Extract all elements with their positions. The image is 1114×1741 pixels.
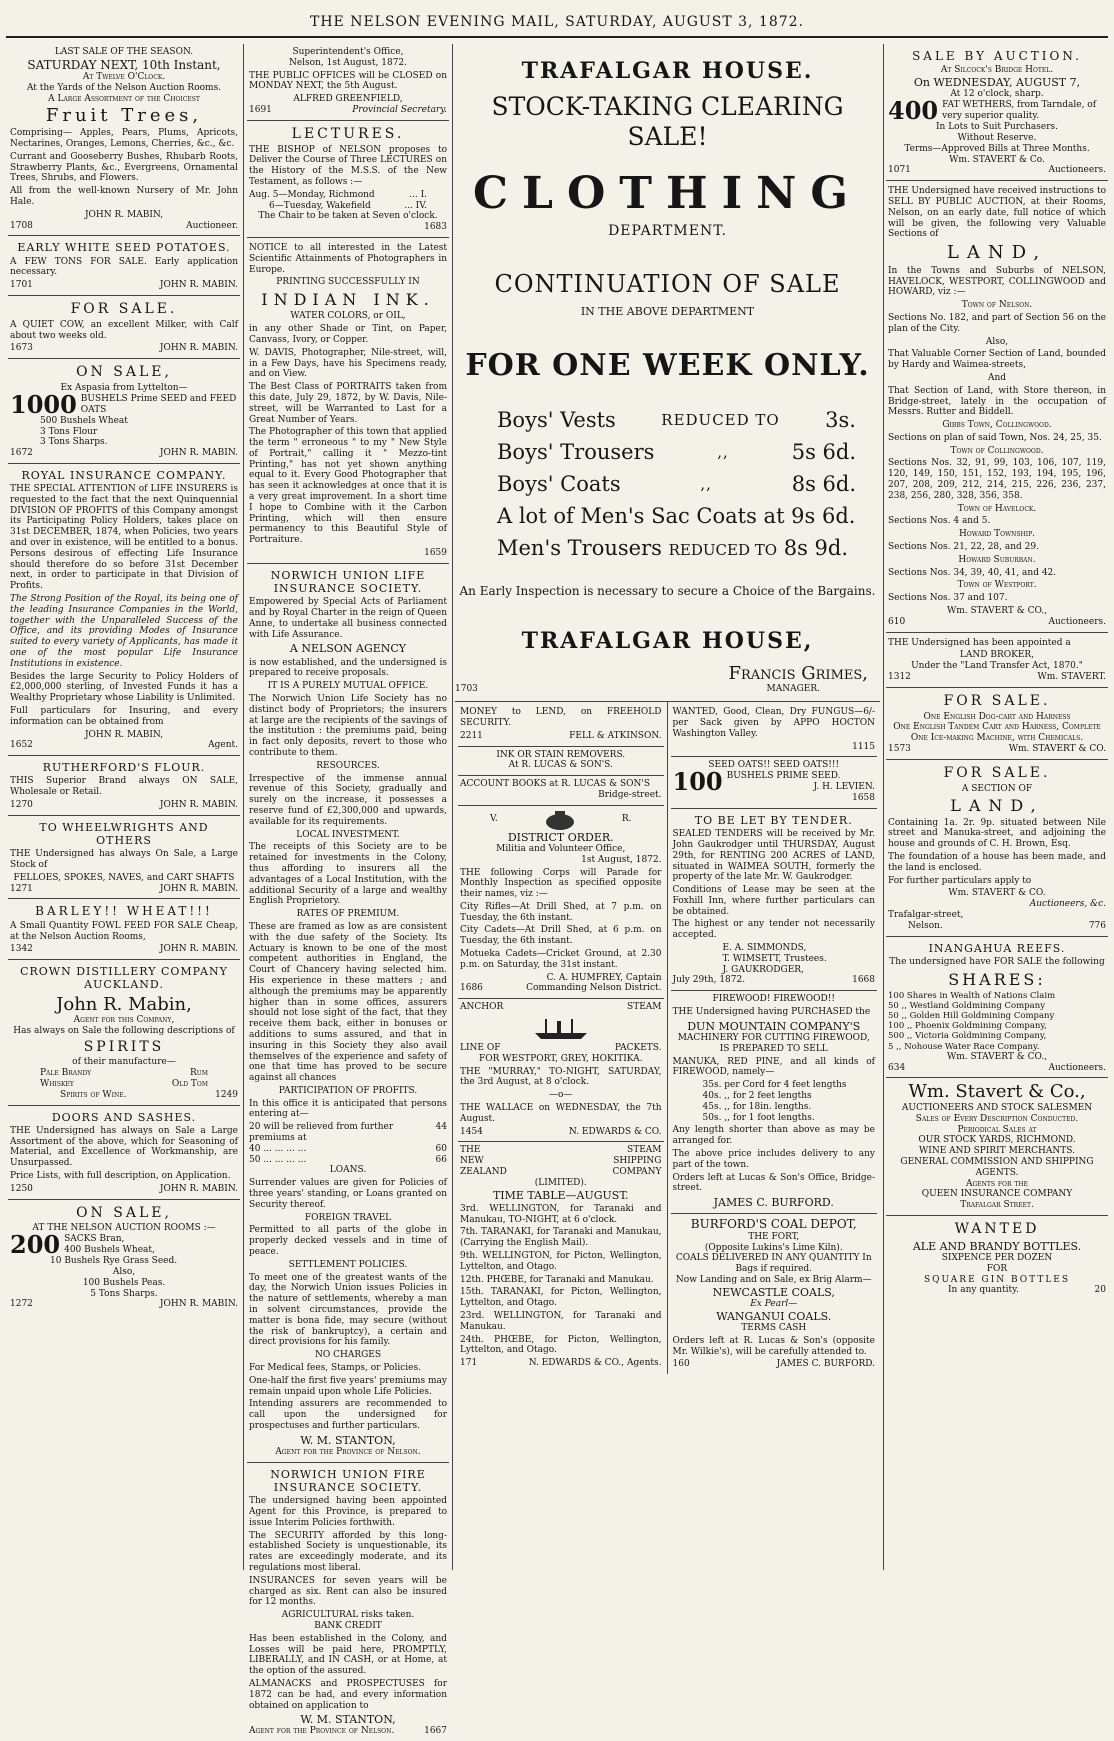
ad-public-offices: Superintendent's Office, Nelson, 1st August, 1872. THE PUBLIC OFFICES will be CLOSED on MONDAY NEXT, the 5th August. ALFRED GREENFIELD, 1691 Provincial Secretary. xyxy=(247,44,449,121)
ad-lectures: LECTURES. THE BISHOP of NELSON proposes to Deliver the Course of Three LECTURES on the History of the M.S.S. of the New Testament, as follows :— Aug. 5—Monday, Richmond ... I. 6—Tuesday, Wakefield ... IV. The Chair to be taken at Seven o'clock. 1683 xyxy=(247,121,449,238)
price-price: 8s 6d. xyxy=(791,471,856,496)
ad-fungus: WANTED, Good, Clean, Dry FUNGUS—6/- per Sack given by APPO HOCTON Washington Valley. 1115 xyxy=(671,702,878,757)
ad-for-sale-land: FOR SALE. A SECTION OF LAND, Containing 1a. 2r. 9p. situated between Nile street and Manuka-street, and adjoining the house and grounds of C. H. Brown, Esq. The foundation of a house has been made, and the land is enclosed. For further particulars apply to Wm. STAVERT & CO. Auctioneers, &c. Trafalgar-street, Nelson. 776 xyxy=(886,760,1108,937)
price-item: Boys' Coats xyxy=(497,471,621,496)
price-item: Boys' Vests xyxy=(497,407,616,432)
column-3-lower xyxy=(455,702,880,1374)
ad-norwich-fire: NORWICH UNION FIRE INSURANCE SOCIETY. The undersigned having been appointed Agent for this Province, is prepared to issue Interim Policies forthwith. The SECURITY afforded by this long-established Society is unquestionable, its rates are exceedingly moderate, and its regulations most liberal. INSURANCES for seven years will be charged as six. Rent can also be insured for 12 months. AGRICULTURAL risks taken. BANK CREDIT Has been established in the Colony, and Losses will be paid here, PROMPTLY, LIBERALLY, and IN CASH, or at Home, at the option of the assured. ALMANACKS and PROSPECTUSES for 1872 can be had, and every information obtained on application to W. M. STANTON, Agent for the Province of Nelson. 1667 xyxy=(249,1467,447,1737)
column-3 xyxy=(455,44,880,1570)
ad-potatoes: EARLY WHITE SEED POTATOES. A FEW TONS FOR SALE. Early application necessary. 1701 JOHN R. MABIN. xyxy=(8,236,240,296)
column-4 xyxy=(886,44,1108,1570)
ad-inangahua: INANGAHUA REEFS. The undersigned have FOR SALE the following SHARES: 100 Shares in Wealth of Nations Claim 50 ,, Westland Goldmining Company 50 ,, Golden Hill Goldmining Company 100 ,, Phoenix Goldmining Company, 500 ,, Victoria Goldmining Company, 5 ,, Nohouse Water Race Company. Wm. STAVERT & CO., 634 Auctioneers. xyxy=(886,937,1108,1079)
masthead-rule xyxy=(6,36,1108,38)
price-item: Boys' Trousers xyxy=(497,439,655,464)
ad-books: ACCOUNT BOOKS at R. LUCAS & SON'S Bridge-street. xyxy=(458,776,664,806)
price-list xyxy=(455,404,880,500)
ad-wanted-bottles: WANTED ALE AND BRANDY BOTTLES. SIXPENCE PER DOZEN FOR SQUARE GIN BOTTLES In any quantity. 20 xyxy=(912,1221,1106,1296)
price-mid: ,, xyxy=(700,474,712,493)
price-row xyxy=(497,404,856,436)
ad-seed-oats: SEED OATS!! SEED OATS!!! 100 BUSHELS PRIME SEED. J. H. LEVIEN. 1658 xyxy=(671,757,878,809)
ad-auction-rooms: ON SALE, AT THE NELSON AUCTION ROOMS :— 200 SACKS Bran, 400 Bushels Wheat, 10 Bushels Rye Grass Seed. Also, 100 Bushels Peas. 5 Tons Sharps. 1272 JOHN R. MABIN. xyxy=(10,1204,238,1310)
ad-land-broker: THE Undersigned has been appointed a LAND BROKER, Under the "Land Transfer Act, 1870." 1312 Wm. STAVERT. xyxy=(886,633,1108,688)
ad-nz-shipping: THE STEAM NEW SHIPPING ZEALAND COMPANY (LIMITED). TIME TABLE—AUGUST. 3rd. WELLINGTON, for Taranaki and Manukau, TO-NIGHT, at 6 o'clock. 7th. TARANAKI, for Taranaki and Manukau, (Carrying the English Mail). 9th. WELLINGTON, for Picton, Wellington, Lyttelton, and Otago. 12th. PHŒBE, for Taranaki and Manukau. 15th. TARANAKI, for Picton, Wellington, Lyttelton, and Otago. 23rd. WELLINGTON, for Taranaki and Manukau. 24th. PHŒBE, for Picton, Wellington, Lyttelton, and Otago. 171 N. EDWARDS & CO., Agents. xyxy=(460,1145,662,1369)
masthead: THE NELSON EVENING MAIL, SATURDAY, AUGUST 3, 1872. xyxy=(309,14,804,30)
royal-crest-icon xyxy=(542,809,578,831)
ad-district-order: V. R. DISTRICT ORDER. Militia and Volunteer Office, 1st August, 1872. THE following Corps will Parade for Monthly Inspection as specified opposite their names, viz :— City Rifles—At Drill Shed, at 7 p.m. on Tuesday, the 6th instant. City Cadets—At Drill Shed, at 6 p.m. on Tuesday, the 6th instant. Motueka Cadets—Cricket Ground, at 2.30 p.m. on Saturday, the 31st instant. C. A. HUMFREY, Captain 1686 Commanding Nelson District. xyxy=(458,806,664,1000)
ad-land-sections: THE Undersigned have received instructions to SELL BY PUBLIC AUCTION, at their Rooms, Nelson, on an early date, full notice of which will be given, the following very Valuable Sections of LAND, In the Towns and Suburbs of NELSON, HAVELOCK, WESTPORT, COLLINGWOOD and HOWARD, viz :— Town of Nelson. Sections No. 182, and part of Section 56 on the plan of the City. Also, That Valuable Corner Section of Land, bounded by Hardy and Waimea-streets, And That Section of Land, with Store thereon, in Bridge-street, lately in the occupation of Messrs. Rutter and Biddell. Gibbs Town, Collingwood. Sections on plan of said Town, Nos. 24, 25, 35. Town of Collingwood. Sections Nos. 32, 91, 99, 103, 106, 107, 119, 120, 149, 150, 151, 152, 193, 194, 195, 196, 207, 208, 209, 212, 214, 215, 226, 236, 237, 238, 256, 280, 328, 356, 358. Town of Havelock. Sections Nos. 4 and 5. Howard Township. Sections Nos. 21, 22, 28, and 29. Howard Suburban. Sections Nos. 34, 39, 40, 41, and 42. Town of Westport. Sections Nos. 37 and 107. Wm. STAVERT & CO., 610 Auctioneers. xyxy=(886,181,1108,632)
column-3b xyxy=(668,702,881,1374)
price-row xyxy=(497,436,856,468)
ad-money: MONEY to LEND, on FREEHOLD SECURITY. 2211 FELL & ATKINSON. xyxy=(458,702,664,746)
column-divider xyxy=(243,44,244,1570)
ad-stavert: Wm. Stavert & Co., AUCTIONEERS AND STOCK SALESMEN Sales of Every Description Conducted. Periodical Sales at OUR STOCK YARDS, RICHMOND. WINE AND SPIRIT MERCHANTS. GENERAL COMMISSION AND SHIPPING AGENTS. Agents for the QUEEN INSURANCE COMPANY Trafalgar Street. xyxy=(886,1078,1108,1216)
ad-last-sale: LAST SALE OF THE SEASON. SATURDAY NEXT, 10th Instant, At Twelve O'Clock. At the Yards of the Nelson Auction Rooms. A Large Assortment of the Choicest Fruit Trees, Comprising— Apples, Pears, Plums, Apricots, Nectarines, Oranges, Lemons, Cherries, &c., &c. Currant and Gooseberry Bushes, Rhubarb Roots, Strawberry Plants, &c., Evergreens, Ornamental Trees, Shrubs, and Flowers. All from the well-known Nursery of Mr. John Hale. JOHN R. MABIN, 1708 Auctioneer. xyxy=(8,44,240,236)
ad-distillery: CROWN DISTILLERY COMPANY AUCKLAND. John R. Mabin, Agent for this Company, Has always on Sale the following descriptions of SPIRITS of their manufacture— Pale Brandy Rum Whiskey Old Tom Spirits of Wine. 1249 xyxy=(8,960,240,1106)
column-divider xyxy=(452,44,453,1570)
ad-wheelwrights: TO WHEELWRIGHTS AND OTHERS THE Undersigned has always On Sale, a Large Stock of FELLOES, SPOKES, NAVES, and CART SHAFTS 1271 JOHN R. MABIN. xyxy=(8,816,240,900)
ad-trafalgar-house: TRAFALGAR HOUSE. STOCK-TAKING CLEARING SALE! CLOTHING DEPARTMENT. CONTINUATION OF SALE IN THE ABOVE DEPARTMENT FOR ONE WEEK ONLY. Boys' Vests REDUCED TO 3s. Boys' Trousers ,, 5s 6d. Boys' Coats ,, 8s 6d. A lot of Men's Sac Coats at 9s 6d. Men's Trousers REDUCED TO 8s 9d. An Early Inspection is necessary to secure a Choice of the Bargains. TRAFALGAR HOUSE, Francis Grimes, 1703 MANAGER. xyxy=(455,58,880,702)
trafalgar-title: TRAFALGAR HOUSE. xyxy=(521,58,814,84)
ad-doors: DOORS AND SASHES. THE Undersigned has always on Sale a Large Assortment of the above, which for Seasoning of Material, and Excellence of Workmanship, are Unsurpassed. Price Lists, with full description, on Application. 1250 JOHN R. MABIN. xyxy=(8,1106,240,1200)
ad-royal-insurance: ROYAL INSURANCE COMPANY. THE SPECIAL ATTENTION of LIFE INSURERS is requested to the fact that the next Quinquennial DIVISION OF PROFITS of this Company amongst its Participating Policy Holders, takes place on 31st DECEMBER, 1874, when Policies, two years and over in existence, will be entitled to a bonus. Persons desirous of effecting Life Insurance should therefore do so before 31st December next, in order to participate in that Division of Profits. The Strong Position of the Royal, its being one of the leading Insurance Companies in the World, together with the Unparalleled Success of the Office, and its providing Modes of Insurance suited to every variety of Applicants, has made it one of the most popular Life Insurance Institutions in existence. Besides the large Security to Policy Holders of £2,000,000 sterling, of Invested Funds it has a Wealthy Proprietary whose Liability is Unlimited. Full particulars for Insuring, and every information can be obtained from JOHN R. MABIN, 1652 Agent. xyxy=(8,464,240,756)
ad-for-sale-carts: FOR SALE. One English Dog-cart and Harness One English Tandem Cart and Harness, Complete One Ice-making Machine, with Chemicals. 1573 Wm. STAVERT & CO. xyxy=(886,688,1108,760)
column-2 xyxy=(247,44,449,1737)
ad-cow: FOR SALE. A QUIET COW, an excellent Milker, with Calf about two weeks old. 1673 JOHN R. MABIN. xyxy=(8,296,240,359)
ad-norwich-life: NORWICH UNION LIFE INSURANCE SOCIETY. Empowered by Special Acts of Parliament and by Royal Charter in the reign of Queen Anne, to undertake all business connected with Life Assurance. A NELSON AGENCY is now established, and the undersigned is prepared to receive proposals. IT IS A PURELY MUTUAL OFFICE. The Norwich Union Life Society has no distinct body of Proprietors; the insurers at large are the recipients of the savings of the institution : the premiums paid, being in fact only deposits, revert to those who contribute to them. RESOURCES. Irrespective of the immense annual revenue of this Society, gradually and surely on the increase, it possesses a reserve fund of £2,300,000 and upwards, available for its requirements. LOCAL INVESTMENT. The receipts of this Society are to be retained for investments in the Colony, thus affording to insurers all the advantages of a Local Institution, with the additional Security of a large and wealthy English Proprietory. RATES OF PREMIUM. These are framed as low as are consistent with the due safety of the Society. Its Actuary is known to be one of the most competent authorities in England, the Court of Chancery having selected him. His experience in these matters ; and although the premiums may be apparently higher than in some offices, assurers should not lose sight of the fact, that they receive them back, either in bonuses or additions to sums assured, and that in insuring in this Society they also avail themselves of the experience and safety of one that time has proved to be secure against all chances PARTICIPATION OF PROFITS. In this office it is anticipated that persons entering at— 20 will be relieved from further premiums at 44 40 ... ... ... ... 60 50 ... ... ... ... 66 LOANS. Surrender values are given for Policies of three years' standing, or Loans granted on Security thereof. FOREIGN TRAVEL Permitted to all parts of the globe in properly decked vessels and in time of peace. SETTLEMENT POLICIES. To meet one of the greatest wants of the day, the Norwich Union issues Policies in the nature of settlements, whereby a man in solvent circumstances, provide the matter is bona fide, may secure (without the risk of bankruptcy), a certain and direct provisions for his family. NO CHARGES For Medical fees, Stamps, or Policies. One-half the first five years' premiums may remain unpaid upon whole Life Policies. Intending assurers are recommended to call upon the undersigned for prospectuses and further particulars. W. M. STANTON, Agent for the Province of Nelson. xyxy=(247,564,449,1463)
ad-barley: BARLEY!! WHEAT!!! A Small Quantity FOWL FEED FOR SALE Cheap, at the Nelson Auction Rooms, 1342 JOHN R. MABIN. xyxy=(8,899,240,960)
price-price: 5s 6d. xyxy=(791,439,856,464)
price-mid: ,, xyxy=(717,442,729,461)
price-mid: REDUCED TO xyxy=(661,410,780,429)
price-price: 3s. xyxy=(825,407,856,432)
column-1 xyxy=(8,44,240,1570)
column-3a xyxy=(455,702,668,1374)
ad-coal: BURFORD'S COAL DEPOT, THE FORT, (Opposite Lukins's Lime Kiln). COALS DELIVERED IN ANY QUANTITY In Bags if required. Now Landing and on Sale, ex Brig Alarm— NEWCASTLE COALS, Ex Pearl— WANGANUI COALS. TERMS CASH Orders left at R. Lucas & Son's (opposite Mr. Wilkie's), will be carefully attended to. 160 JAMES C. BURFORD. xyxy=(672,1217,875,1370)
ad-sale-by-auction: SALE BY AUCTION. At Silcock's Bridge Hotel. On WEDNESDAY, AUGUST 7, At 12 o'clock, sharp. 400 FAT WETHERS, from Tarndale, of very superior quality. In Lots to Suit Purchasers. Without Reserve. Terms—Approved Bills at Three Months. Wm. STAVERT & Co. 1071 Auctioneers. xyxy=(886,44,1108,181)
column-divider xyxy=(883,44,884,1570)
ad-ink: INK OR STAIN REMOVERS. At R. LUCAS & SON'S. xyxy=(458,747,664,777)
price-row xyxy=(497,468,856,500)
ad-oats: ON SALE, Ex Aspasia from Lyttelton— 1000 BUSHELS Prime SEED and FEED OATS 500 Bushels Wheat 3 Tons Flour 3 Tons Sharps. 1672 JOHN R. MABIN. xyxy=(8,359,240,464)
ad-flour: RUTHERFORD'S FLOUR. THIS Superior Brand always ON SALE, Wholesale or Retail. 1270 JOHN R. MABIN. xyxy=(8,756,240,816)
ad-tender: TO BE LET BY TENDER. SEALED TENDERS will be received by Mr. John Gaukrodger until THURSDAY, August 29th, for RENTING 200 ACRES of LAND, situated in WAIMEA SOUTH, formerly the property of the late Mr. W. Gaukrodger. Conditions of Lease may be seen at the Foxhill Inn, where further particulars can be obtained. The highest or any tender not necessarily accepted. E. A. SIMMONDS, T. WIMSETT, Trustees. J. GAUKRODGER, July 29th, 1872. 1668 xyxy=(671,809,878,991)
steamship-icon xyxy=(531,1015,591,1041)
ad-anchor-line: ANCHOR STEAM LINE OF PACKETS. FOR WESTPORT, GREY, HOKITIKA. THE "MURRAY," TO-NIGHT, SATURDAY, the 3rd August, at 8 o'clock. —o— THE WALLACE on WEDNESDAY, the 7th August. 1454 N. EDWARDS & CO. xyxy=(458,999,664,1142)
ad-firewood: FIREWOOD! FIREWOOD!! THE Undersigned having PURCHASED the DUN MOUNTAIN COMPANY'S MACHINERY FOR CUTTING FIREWOOD, IS PREPARED TO SELL MANUKA, RED PINE, and all kinds of FIREWOOD, namely— 35s. per Cord for 4 feet lengths 40s. ,, for 2 feet lengths 45s. ,, for 18in. lengths. 50s. ,, for 1 foot lengths. Any length shorter than above as may be arranged for. The above price includes delivery to any part of the town. Orders left at Lucas & Son's Office, Bridge-street. JAMES C. BURFORD. xyxy=(671,991,878,1214)
ad-indian-ink: NOTICE to all interested in the Latest Scientific Attainments of Photographers in Europe. PRINTING SUCCESSFULLY IN INDIAN INK. WATER COLORS, or OIL, in any other Shade or Tint, on Paper, Canvass, Ivory, or Copper. W. DAVIS, Photographer, Nile-street, will, in a Few Days, have his Specimens ready, and on View. The Best Class of PORTRAITS taken from this date, July 29, 1872, by W. Davis, Nile-street, will be Warranted to Last for a Great Number of Years. The Photographer of this town that applied the term " erroneous " to my " New Style of Portrait," calling it " Mezzo-tint Printing," has not yet shown anything equal to it. Every Good Photographer that has seen it acknowledges at once that it is a very great improvement. In a short time I hope to Combine with it the Carbon Printing, which will then ensure permanency to this Beautiful Style of Portraiture. 1659 xyxy=(247,238,449,564)
